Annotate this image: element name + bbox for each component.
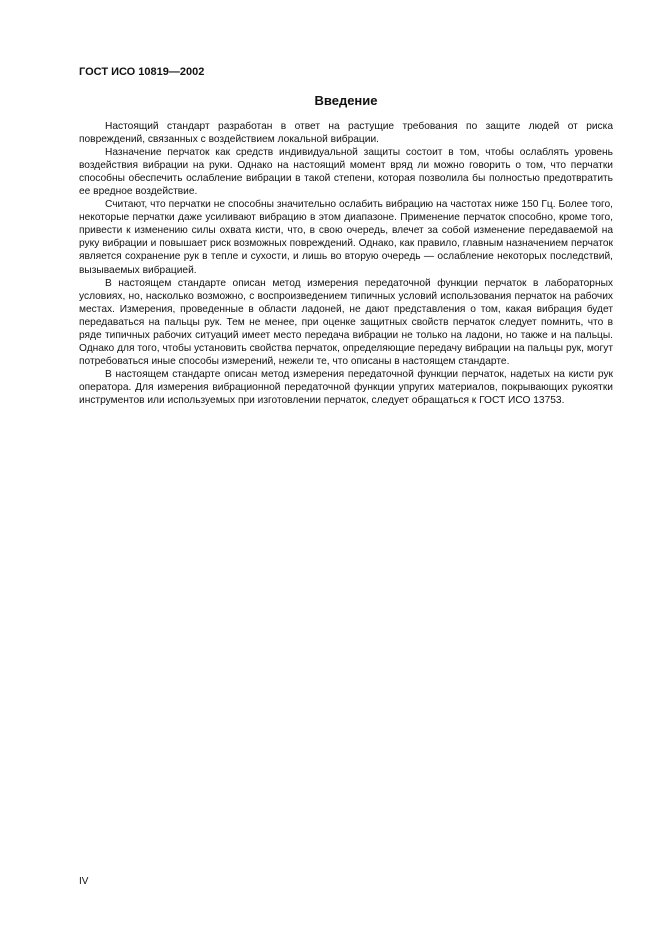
- paragraph: В настоящем стандарте описан метод измерения передаточной функции перчаток, надетых на кисти рук оператора. Для измерения вибрационной передаточной функции упругих материалов, покрывающих рукоятки инструментов или используемых при изготовлении перчаток, следует обращаться к ГОСТ ИСО 13753.: [79, 368, 613, 406]
- page-number: IV: [79, 876, 89, 887]
- document-header-code: ГОСТ ИСО 10819—2002: [79, 66, 205, 78]
- section-title: Введение: [314, 93, 378, 108]
- paragraph: Считают, что перчатки не способны значительно ослабить вибрацию на частотах ниже 150 Гц. Более того, некоторые перчатки даже усиливают вибрацию в этом диапазоне. Применение перчаток способно, кроме того, привести к изменению силы охвата кисти, что, в свою очередь, влечет за собой изменение передаваемой на руку вибрации и повышает риск возможных повреждений. Однако, как правило, главным назначением перчаток является сохранение рук в тепле и сухости, и лишь во вторую очередь — ослабление некоторых последствий, вызываемых вибрацией.: [79, 199, 613, 276]
- paragraph: Назначение перчаток как средств индивидуальной защиты состоит в том, чтобы ослаблять уровень воздействия вибрации на руки. Однако на настоящий момент вряд ли можно говорить о том, что перчатки способны обеспечить ослабление вибрации в такой степени, которая позволила бы полностью предотвратить ее вредное воздействие.: [79, 147, 613, 198]
- paragraph: Настоящий стандарт разработан в ответ на растущие требования по защите людей от риска повреждений, связанных с воздействием локальной вибрации.: [79, 121, 613, 146]
- paragraph: В настоящем стандарте описан метод измерения передаточной функции перчаток в лабораторных условиях, но, насколько возможно, с воспроизведением типичных условий использования перчаток на рабочих местах. Измерения, проведенные в области ладоней, не дают представления о том, какая вибрация будет передаваться на пальцы рук. Тем не менее, при оценке защитных свойств перчаток следует помнить, что в ряде типичных рабочих ситуаций имеет место передача вибрации не только на ладони, но также и на пальцы. Однако для того, чтобы установить свойства перчаток, определяющие передачу вибрации на пальцы рук, могут потребоваться иные способы измерений, нежели те, что описаны в настоящем стандарте.: [79, 277, 613, 367]
- introduction-body: [79, 120, 613, 407]
